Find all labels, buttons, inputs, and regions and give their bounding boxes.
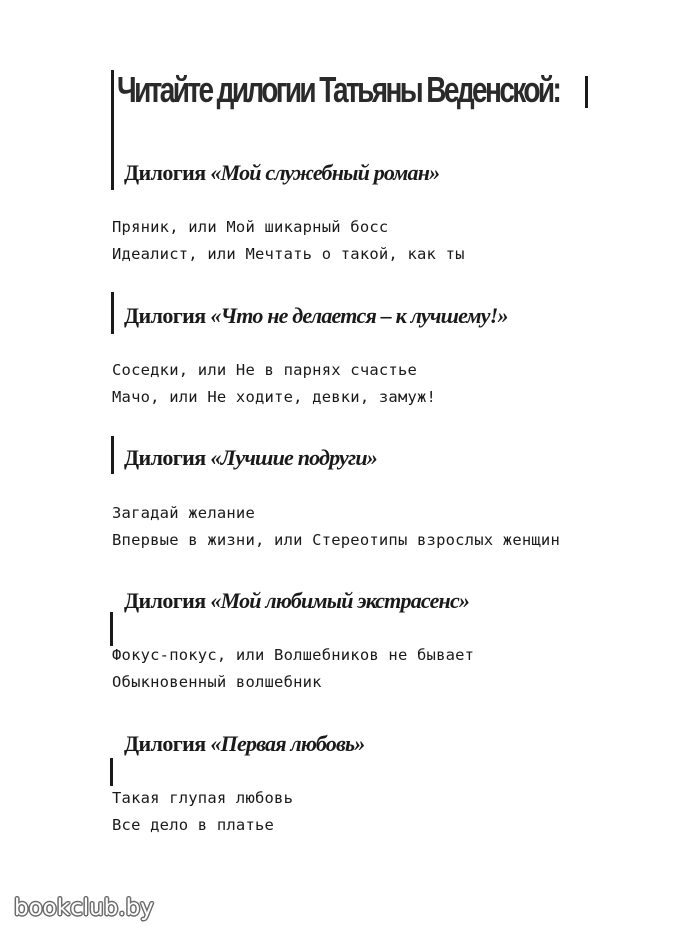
book-title: Все дело в платье [112, 816, 275, 834]
dilogy-prefix: Дилогия [124, 731, 206, 756]
dilogy-heading [124, 588, 469, 614]
watermark: bookclub.by [14, 895, 154, 921]
dilogy-name: «Лучшие подруги» [210, 445, 377, 470]
book-title: Обыкновенный волшебник [112, 673, 322, 691]
dilogy-heading [124, 303, 508, 329]
dilogy-heading [124, 160, 439, 186]
book-title: Мачо, или Не ходите, девки, замуж! [112, 388, 437, 406]
dilogy-heading [124, 445, 377, 471]
book-title: Такая глупая любовь [112, 789, 294, 807]
title-left-rule [111, 70, 114, 190]
heading-rule-2 [111, 292, 114, 334]
dilogy-prefix: Дилогия [124, 588, 206, 613]
page-title: Читайте дилогии Татьяны Веденской: [117, 70, 560, 110]
book-title: Соседки, или Не в парнях счастье [112, 361, 418, 379]
dilogy-name: «Мой любимый экстрасенс» [210, 588, 470, 613]
heading-rule-3 [111, 436, 114, 474]
dilogy-name: «Что не делается – к лучшему!» [210, 303, 508, 328]
dilogy-prefix: Дилогия [124, 160, 206, 185]
dilogy-heading [124, 731, 364, 757]
dilogy-name: «Первая любовь» [210, 731, 365, 756]
dilogy-prefix: Дилогия [124, 445, 206, 470]
book-title: Загадай желание [112, 504, 255, 522]
dilogy-prefix: Дилогия [124, 303, 206, 328]
book-title: Впервые в жизни, или Стереотипы взрослых женщин [112, 531, 560, 549]
book-title: Пряник, или Мой шикарный босс [112, 218, 389, 236]
book-title: Идеалист, или Мечтать о такой, как ты [112, 245, 465, 263]
heading-rule-5 [110, 758, 113, 786]
dilogy-name: «Мой служебный роман» [210, 160, 440, 185]
book-title: Фокус-покус, или Волшебников не бывает [112, 646, 475, 664]
title-right-rule [585, 76, 588, 108]
heading-rule-4 [110, 612, 113, 646]
